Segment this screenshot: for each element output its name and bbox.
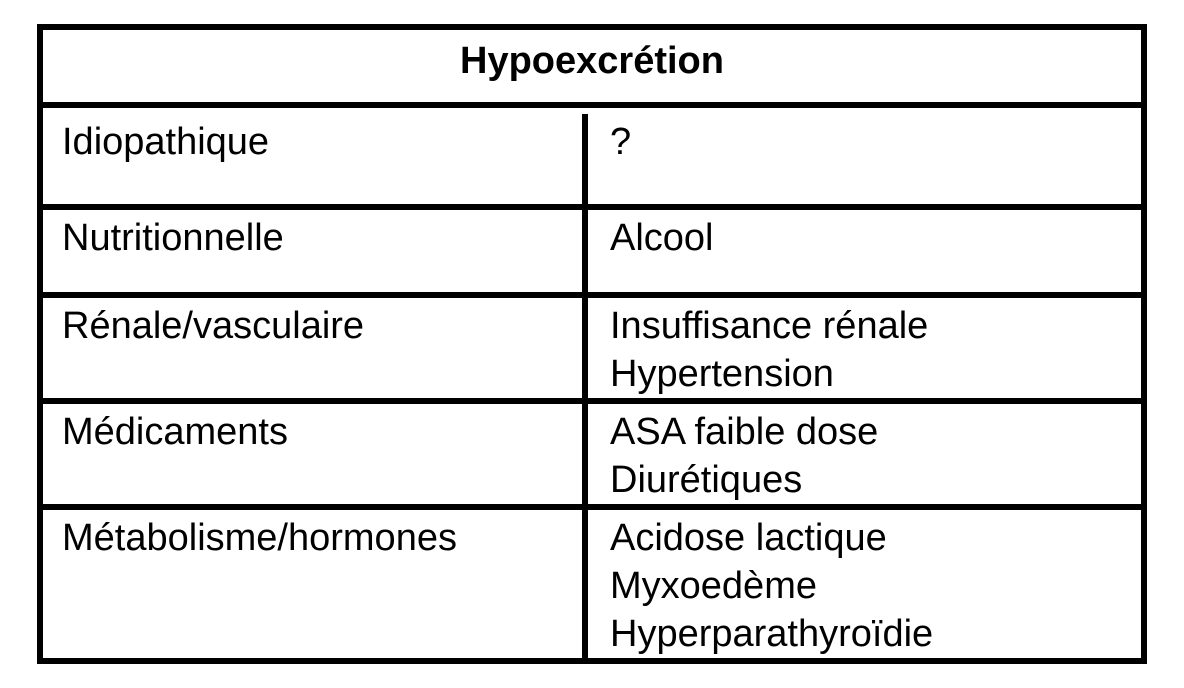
cause-item: ASA faible dose	[610, 411, 879, 453]
causes-cell	[588, 298, 1141, 398]
category-label: Idiopathique	[62, 121, 270, 163]
category-cell	[43, 510, 588, 658]
causes-cell	[588, 510, 1141, 658]
cause-item: Acidose lactique	[610, 517, 887, 559]
cause-item: Hypertension	[610, 353, 834, 395]
category-cell	[43, 404, 588, 504]
cause-item: Hyperparathyroïdie	[610, 613, 934, 655]
category-cell	[43, 114, 588, 204]
table-row	[43, 510, 1141, 658]
cause-item: ?	[610, 121, 632, 163]
cause-item: Insuffisance rénale	[610, 305, 929, 347]
category-label: Rénale/vasculaire	[62, 305, 365, 347]
causes-cell	[588, 210, 1141, 292]
cause-item: Alcool	[610, 217, 714, 259]
category-cell	[43, 298, 588, 398]
table-title: Hypoexcrétion	[43, 30, 1141, 108]
category-label: Médicaments	[62, 411, 288, 453]
category-label: Métabolisme/hormones	[62, 517, 457, 559]
cause-item: Diurétiques	[610, 459, 803, 501]
table-row	[43, 114, 1141, 210]
category-cell	[43, 210, 588, 292]
table-row	[43, 210, 1141, 298]
causes-cell	[588, 114, 1141, 204]
category-label: Nutritionnelle	[62, 217, 284, 259]
causes-cell	[588, 404, 1141, 504]
hypoexcretion-table	[37, 24, 1147, 664]
cause-item: Myxoedème	[610, 565, 817, 607]
table-row	[43, 298, 1141, 404]
table-row	[43, 404, 1141, 510]
